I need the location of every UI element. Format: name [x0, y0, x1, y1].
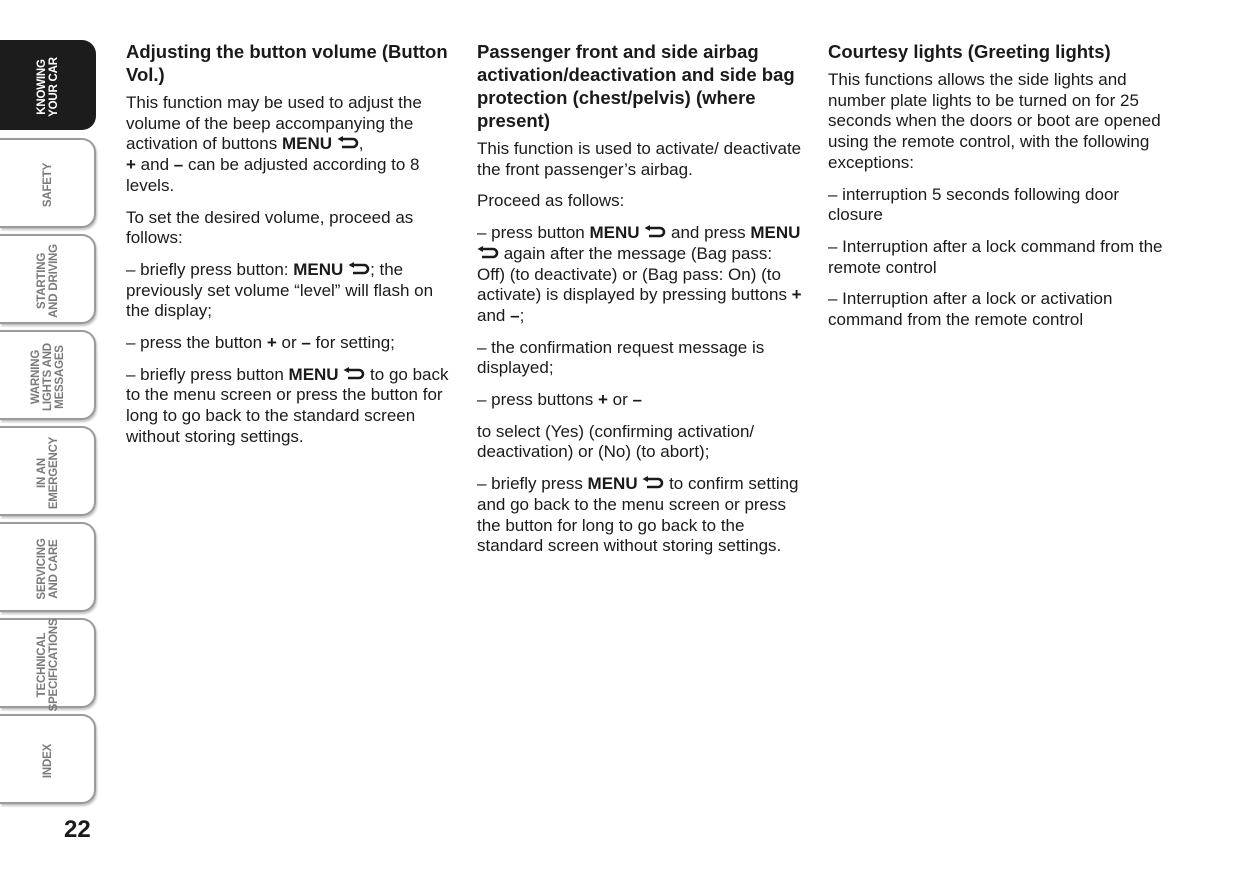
- menu-label: MENU: [293, 259, 344, 279]
- section-airbag-activation: [477, 40, 802, 568]
- tab-label: TECHNICAL SPECIFICATIONS: [36, 618, 60, 712]
- section-title: Passenger front and side airbag activation/deactivation and side bag protection (chest/pelvis) (where present): [477, 41, 795, 131]
- minus-symbol: –: [632, 390, 642, 410]
- section-courtesy-lights: [828, 40, 1163, 342]
- tab-safety[interactable]: [0, 138, 96, 228]
- paragraph: – briefly press button: MENU ; the previously set volume “level” will flash on the display;: [126, 259, 434, 321]
- tab-in-an-emergency[interactable]: [0, 426, 96, 516]
- paragraph: – press button MENU and press MENU again after the message (Bag pass: Off) (to deactivate) or (Bag pass: On) (to activate) is displayed by pressing buttons + and –;: [477, 223, 802, 325]
- tab-label: STARTING AND DRIVING: [36, 244, 60, 318]
- minus-symbol: –: [173, 155, 184, 175]
- tab-warning-lights-and-messages[interactable]: [0, 330, 96, 420]
- paragraph: – Interruption after a lock or activation command from the remote control: [828, 289, 1113, 330]
- plus-symbol: +: [266, 333, 277, 353]
- menu-label: MENU: [587, 474, 638, 494]
- paragraph: Proceed as follows:: [477, 191, 625, 211]
- menu-label: MENU: [589, 223, 640, 243]
- tab-label: WARNING LIGHTS AND MESSAGES: [30, 343, 66, 411]
- menu-return-icon: [348, 262, 370, 276]
- tab-label: SAFETY: [42, 162, 54, 208]
- paragraph: – press the button + or – for setting;: [126, 333, 395, 353]
- menu-return-icon: [337, 136, 359, 150]
- paragraph: – the confirmation request message is displayed;: [477, 337, 765, 378]
- section-button-volume: [126, 40, 456, 459]
- menu-return-icon: [642, 476, 664, 490]
- paragraph: – interruption 5 seconds following door closure: [828, 184, 1120, 225]
- plus-symbol: +: [126, 155, 136, 175]
- tab-label: INDEX: [42, 743, 54, 779]
- paragraph: to select (Yes) (confirming activation/ deactivation) or (No) (to abort);: [477, 421, 755, 462]
- plus-symbol: +: [597, 390, 608, 410]
- paragraph: To set the desired volume, proceed as follows:: [126, 207, 414, 248]
- paragraph: This function may be used to adjust the volume of the beep accompanying the activation of buttons MENU , + and – can be adjusted according to 8 levels.: [126, 93, 422, 195]
- paragraph: – briefly press MENU to confirm setting and go back to the menu screen or press the button for long to go back to the standard screen without storing settings.: [477, 474, 799, 556]
- minus-symbol: –: [301, 333, 311, 353]
- menu-return-icon: [644, 225, 666, 239]
- menu-label: MENU: [288, 364, 339, 384]
- tab-label: IN AN EMERGENCY: [36, 436, 60, 510]
- tab-index[interactable]: [0, 714, 96, 804]
- plus-symbol: +: [791, 285, 802, 305]
- menu-label: MENU: [750, 223, 801, 243]
- menu-return-icon: [343, 367, 365, 381]
- page-number: 22: [64, 816, 91, 843]
- minus-symbol: –: [510, 305, 520, 325]
- menu-label: MENU: [281, 134, 332, 154]
- section-title: Adjusting the button volume (Button Vol.): [126, 41, 448, 85]
- tab-starting-and-driving[interactable]: [0, 234, 96, 324]
- tab-label: SERVICING AND CARE: [36, 538, 60, 600]
- paragraph: This functions allows the side lights and number plate lights to be turned on for 25 seconds when the doors or boot are opened using the remote control, with the following exceptions:: [828, 70, 1161, 172]
- tab-servicing-and-care[interactable]: [0, 522, 96, 612]
- paragraph: – press buttons + or –: [477, 390, 642, 410]
- section-title: Courtesy lights (Greeting lights): [828, 41, 1111, 62]
- tab-label: KNOWING YOUR CAR: [36, 57, 60, 117]
- paragraph: – Interruption after a lock command from the remote control: [828, 236, 1163, 277]
- tab-knowing-your-car[interactable]: [0, 40, 96, 130]
- menu-return-icon: [477, 246, 499, 260]
- paragraph: – briefly press button MENU to go back to the menu screen or press the button for long to go back to the standard screen without storing settings.: [126, 364, 449, 446]
- paragraph: This function is used to activate/ deactivate the front passenger’s airbag.: [477, 139, 802, 179]
- tab-technical-specifications[interactable]: [0, 618, 96, 712]
